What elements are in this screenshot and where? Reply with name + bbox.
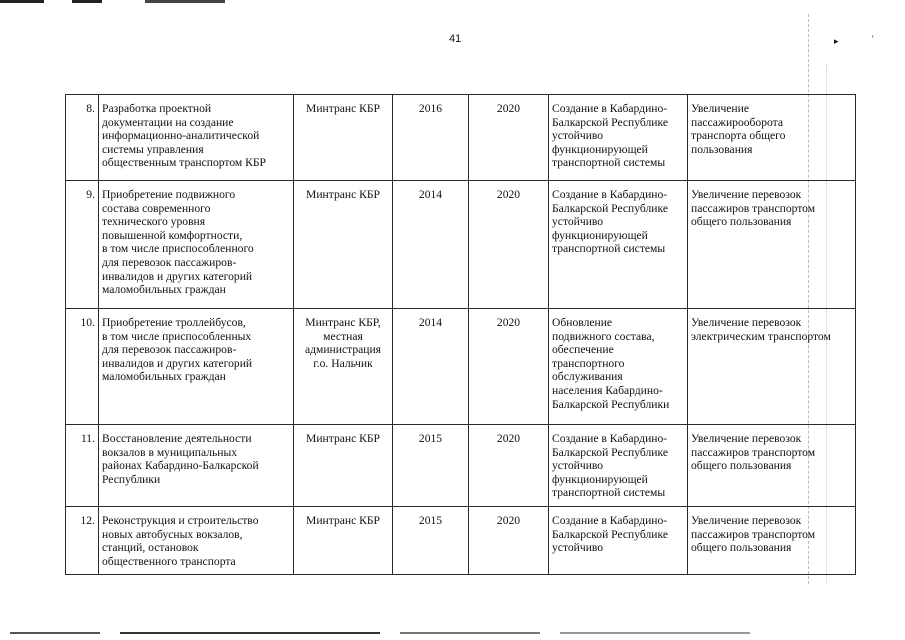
end-year-cell: 2020	[469, 309, 549, 425]
executor-cell: Минтранс КБР, местная администрация г.о. Нальчик	[304, 316, 382, 370]
start-year-cell: 2014	[393, 309, 469, 425]
activity-cell: Приобретение подвижного состава современного технического уровня повышенной комфортности, в том числе приспособленного для перевозок пассажиров- инвалидов и других категорий маломобильных граждан	[102, 188, 254, 297]
goal-cell: Создание в Кабардино- Балкарской Республике устойчиво функционирующей транспортной системы	[552, 432, 668, 500]
result-cell: Увеличение перевозок электрическим транспортом	[691, 316, 831, 343]
table-row	[66, 309, 856, 425]
scan-edge-top	[0, 0, 905, 6]
goal-cell: Создание в Кабардино- Балкарской Республике устойчиво функционирующей транспортной системы	[552, 188, 668, 256]
row-number: 11.	[66, 425, 99, 507]
start-year-cell: 2015	[393, 507, 469, 575]
end-year-cell: 2020	[469, 507, 549, 575]
table-row	[66, 425, 856, 507]
executor-cell: Минтранс КБР	[306, 188, 380, 201]
row-number: 10.	[66, 309, 99, 425]
executor-cell: Минтранс КБР	[306, 514, 380, 527]
result-cell: Увеличение перевозок пассажиров транспортом общего пользования	[691, 188, 816, 229]
goal-cell: Создание в Кабардино- Балкарской Республике устойчиво функционирующей транспортной системы	[552, 102, 668, 170]
end-year-cell: 2020	[469, 95, 549, 181]
start-year-cell: 2015	[393, 425, 469, 507]
program-activities-table	[65, 94, 856, 575]
start-year-cell: 2014	[393, 181, 469, 309]
table-row	[66, 181, 856, 309]
executor-cell: Минтранс КБР	[306, 432, 380, 445]
margin-tick-mark: '	[872, 34, 874, 44]
page-number: 41	[449, 33, 462, 45]
row-number: 12.	[66, 507, 99, 575]
start-year-cell: 2016	[393, 95, 469, 181]
end-year-cell: 2020	[469, 181, 549, 309]
activity-cell: Разработка проектной документации на создание информационно-аналитической системы управления общественным транспортом КБР	[102, 102, 266, 170]
end-year-cell: 2020	[469, 425, 549, 507]
activity-cell: Восстановление деятельности вокзалов в муниципальных районах Кабардино-Балкарской Республики	[102, 432, 259, 486]
scan-edge-bottom	[0, 632, 905, 636]
goal-cell: Обновление подвижного состава, обеспечение транспортного обслуживания населения Кабардино- Балкарской Республики	[552, 316, 670, 411]
executor-cell: Минтранс КБР	[306, 102, 380, 115]
table-row	[66, 95, 856, 181]
table-row	[66, 507, 856, 575]
result-cell: Увеличение пассажирооборота транспорта общего пользования	[691, 102, 786, 156]
activity-cell: Реконструкция и строительство новых автобусных вокзалов, станций, остановок общественного транспорта	[102, 514, 259, 568]
goal-cell: Создание в Кабардино- Балкарской Республике устойчиво	[552, 514, 668, 555]
activity-cell: Приобретение троллейбусов, в том числе приспособленных для перевозок пассажиров- инвалидов и других категорий маломобильных граждан	[102, 316, 253, 384]
row-number: 8.	[66, 95, 99, 181]
result-cell: Увеличение перевозок пассажиров транспортом общего пользования	[691, 514, 816, 555]
row-number: 9.	[66, 181, 99, 309]
margin-arrow-mark: ▸	[834, 36, 839, 46]
result-cell: Увеличение перевозок пассажиров транспортом общего пользования	[691, 432, 816, 473]
